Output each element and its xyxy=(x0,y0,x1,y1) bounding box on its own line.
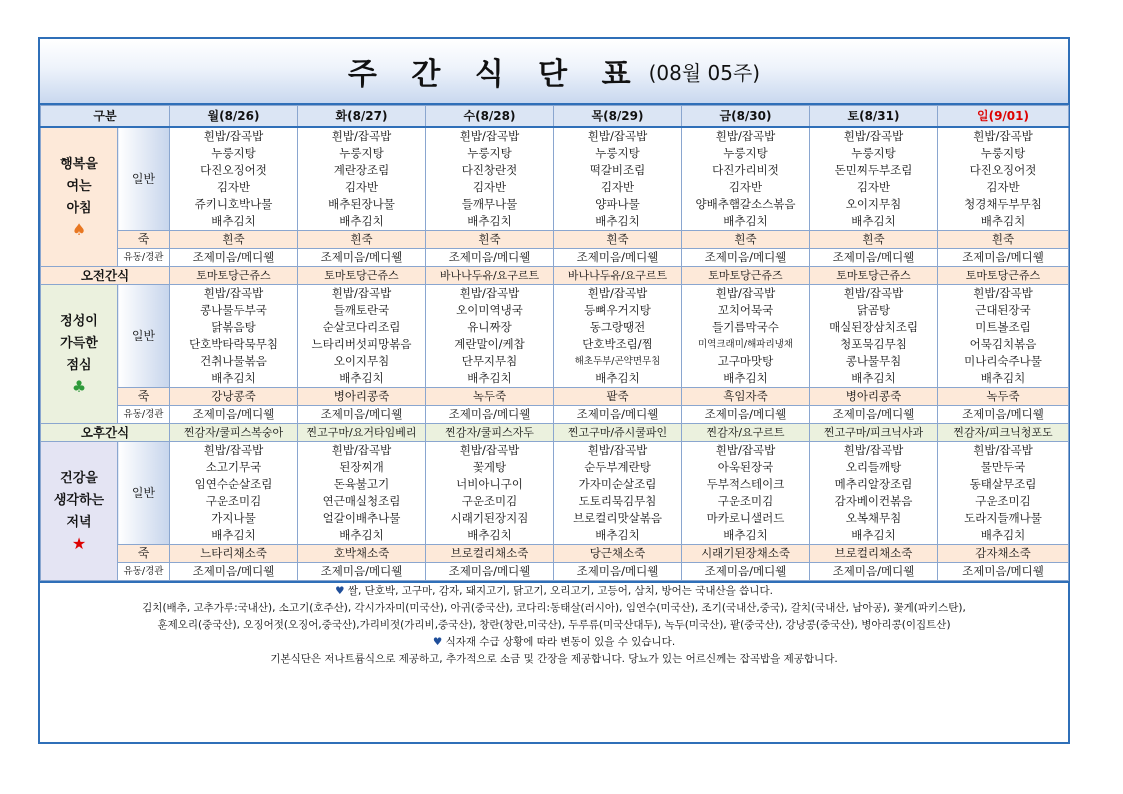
menu-item: 김자반 xyxy=(856,180,891,194)
menu-item: 김자반 xyxy=(600,180,635,194)
menu-item: 배추김치 xyxy=(723,528,768,542)
menu-item: 순살코다리조림 xyxy=(322,320,401,334)
snack-cell: 바나나두유/요구르트 xyxy=(426,267,554,285)
lunch-general-row xyxy=(41,285,1069,388)
yudong-cell: 조제미음/메디웰 xyxy=(938,563,1069,581)
snack-cell: 바나나두유/요구르트 xyxy=(554,267,682,285)
menu-item: 등뼈우거지탕 xyxy=(584,303,651,317)
menu-cell xyxy=(170,442,298,545)
juk-cell: 흰죽 xyxy=(682,231,810,249)
juk-cell: 팥죽 xyxy=(554,388,682,406)
menu-item: 미나리숙주나물 xyxy=(964,354,1042,368)
menu-item: 흰밥/잡곡밥 xyxy=(587,129,648,143)
menu-table xyxy=(40,105,1069,581)
menu-item: 배추김치 xyxy=(980,371,1026,385)
club-icon: ♣ xyxy=(71,377,87,396)
week-label: (08월 05주) xyxy=(648,60,761,85)
menu-item: 마카로니샐러드 xyxy=(706,511,785,525)
menu-cell xyxy=(682,285,810,388)
yudong-label: 유동/경관 xyxy=(118,249,170,267)
menu-item: 콩나물두부국 xyxy=(200,303,267,317)
yudong-cell: 조제미음/메디웰 xyxy=(554,563,682,581)
menu-cell xyxy=(170,285,298,388)
star-icon: ★ xyxy=(71,534,87,553)
menu-cell xyxy=(554,442,682,545)
breakfast-label-line: 아침 xyxy=(66,201,92,216)
menu-item: 흰밥/잡곡밥 xyxy=(331,129,392,143)
day-header: 목(8/29) xyxy=(554,106,682,128)
menu-item: 오이지무침 xyxy=(333,354,390,368)
menu-item: 김자반 xyxy=(472,180,507,194)
menu-item: 닭곰탕 xyxy=(856,303,891,317)
menu-item: 구운조미김 xyxy=(205,494,262,508)
menu-cell xyxy=(938,127,1069,231)
menu-item: 흰밥/잡곡밥 xyxy=(331,443,392,457)
spade-icon: ♠ xyxy=(71,220,87,239)
menu-item: 들기름막국수 xyxy=(712,320,779,334)
menu-item: 배추김치 xyxy=(723,214,768,228)
lunch-label xyxy=(41,285,118,424)
menu-item: 배추김치 xyxy=(211,528,256,542)
yudong-cell: 조제미음/메디웰 xyxy=(810,563,938,581)
menu-item: 도토리묵김무침 xyxy=(578,494,657,508)
menu-item: 배추김치 xyxy=(339,371,384,385)
menu-item: 배추김치 xyxy=(467,528,512,542)
menu-item: 된장찌개 xyxy=(339,460,384,474)
menu-item: 구운조미김 xyxy=(461,494,518,508)
menu-item: 배추김치 xyxy=(339,214,384,228)
lunch-juk-row xyxy=(41,388,1069,406)
yudong-cell: 조제미음/메디웰 xyxy=(682,563,810,581)
menu-item: 매실된장삼치조림 xyxy=(829,320,918,334)
menu-item: 배추김치 xyxy=(595,214,640,228)
day-header: 일(9/01) xyxy=(938,106,1069,128)
menu-item: 흰밥/잡곡밥 xyxy=(843,286,904,300)
menu-item: 들깨토란국 xyxy=(333,303,390,317)
menu-item: 배추된장나물 xyxy=(328,197,395,211)
menu-item: 다진오징어젓 xyxy=(200,163,267,177)
menu-item: 흰밥/잡곡밥 xyxy=(843,129,904,143)
menu-item: 흰밥/잡곡밥 xyxy=(715,129,776,143)
menu-item: 돈육불고기 xyxy=(333,477,390,491)
day-header: 수(8/28) xyxy=(426,106,554,128)
menu-item: 누룽지탕 xyxy=(595,146,640,160)
yudong-cell: 조제미음/메디웰 xyxy=(298,249,426,267)
menu-item: 얼갈이배추나물 xyxy=(322,511,401,525)
yudong-cell: 조제미음/메디웰 xyxy=(938,249,1069,267)
dinner-yudong-row xyxy=(41,563,1069,581)
juk-cell: 녹두죽 xyxy=(938,388,1069,406)
menu-item: 시래기된장지짐 xyxy=(450,511,529,525)
snack-cell: 찐고구마/피크닉사과 xyxy=(810,424,938,442)
footer-notes xyxy=(40,582,1068,668)
menu-item: 돈민찌두부조림 xyxy=(834,163,913,177)
day-header: 화(8/27) xyxy=(298,106,426,128)
menu-item: 흰밥/잡곡밥 xyxy=(843,443,904,457)
menu-cell xyxy=(426,127,554,231)
menu-item: 다진오징어젓 xyxy=(969,163,1037,177)
breakfast-general-row xyxy=(41,127,1069,231)
snack-cell: 찐감자/쿨피스자두 xyxy=(426,424,554,442)
juk-cell: 흑임자죽 xyxy=(682,388,810,406)
menu-item: 누룽지탕 xyxy=(851,146,896,160)
menu-item: 배추김치 xyxy=(851,528,896,542)
menu-item: 김자반 xyxy=(986,180,1020,194)
yudong-cell: 조제미음/메디웰 xyxy=(170,249,298,267)
menu-item: 오이미역냉국 xyxy=(456,303,523,317)
menu-item: 흰밥/잡곡밥 xyxy=(459,129,520,143)
yudong-cell: 조제미음/메디웰 xyxy=(682,406,810,424)
snack-cell: 토마토당근쥬스 xyxy=(170,267,298,285)
juk-cell: 녹두죽 xyxy=(426,388,554,406)
yudong-cell: 조제미음/메디웰 xyxy=(426,406,554,424)
menu-item: 메추리알장조림 xyxy=(834,477,913,491)
breakfast-juk-row xyxy=(41,231,1069,249)
header-row xyxy=(41,106,1069,128)
origin-note-2: 김치(배추, 고추가루:국내산), 소고기(호주산), 각시가자미(미국산), 아귀(중국산), 코다리:동태살(러시아), 임연수(미국산), 조기(국내산,중국), 갈치(국내산, 남아공), 꽃게(파키스탄), xyxy=(142,602,966,614)
breakfast-yudong-row xyxy=(41,249,1069,267)
yudong-cell: 조제미음/메디웰 xyxy=(298,563,426,581)
menu-item: 계란말이/케찹 xyxy=(454,337,525,351)
menu-item: 배추김치 xyxy=(980,528,1026,542)
menu-item: 유니짜장 xyxy=(467,320,512,334)
menu-item: 미트볼조림 xyxy=(975,320,1031,334)
yudong-cell: 조제미음/메디웰 xyxy=(426,249,554,267)
menu-item: 누룽지탕 xyxy=(339,146,384,160)
juk-cell: 흰죽 xyxy=(298,231,426,249)
menu-item: 너비아니구이 xyxy=(456,477,523,491)
menu-cell xyxy=(426,442,554,545)
am_snack-row xyxy=(41,267,1069,285)
menu-item: 아욱된장국 xyxy=(717,460,774,474)
menu-item: 들깨무나물 xyxy=(461,197,518,211)
menu-item: 흰밥/잡곡밥 xyxy=(587,443,648,457)
menu-item: 배추김치 xyxy=(595,528,640,542)
menu-item: 두부적스테이크 xyxy=(706,477,785,491)
juk-cell: 병아리콩죽 xyxy=(810,388,938,406)
menu-item: 근대된장국 xyxy=(975,303,1031,317)
menu-item: 오이지무침 xyxy=(845,197,902,211)
menu-item: 누룽지탕 xyxy=(980,146,1026,160)
juk-cell: 시래기된장채소죽 xyxy=(682,545,810,563)
day-header: 금(8/30) xyxy=(682,106,810,128)
dinner-label-line: 저녁 xyxy=(66,515,92,530)
juk-cell: 흰죽 xyxy=(554,231,682,249)
menu-item: 흰밥/잡곡밥 xyxy=(203,129,264,143)
menu-item: 흰밥/잡곡밥 xyxy=(587,286,648,300)
menu-item: 미역크래미/해파리냉채 xyxy=(698,339,793,350)
menu-item: 배추김치 xyxy=(980,214,1026,228)
menu-cell xyxy=(682,127,810,231)
heart-icon: ♥ xyxy=(335,585,345,597)
menu-item: 콩나물무침 xyxy=(845,354,902,368)
menu-cell xyxy=(426,285,554,388)
menu-item: 청포묵김무침 xyxy=(840,337,907,351)
menu-item: 배추김치 xyxy=(851,371,896,385)
dinner-juk-row xyxy=(41,545,1069,563)
yudong-cell: 조제미음/메디웰 xyxy=(810,249,938,267)
dinner-label xyxy=(41,442,118,581)
menu-item: 배추김치 xyxy=(211,371,256,385)
menu-item: 동태살무조림 xyxy=(969,477,1037,491)
menu-item: 소고기무국 xyxy=(205,460,262,474)
yudong-cell: 조제미음/메디웰 xyxy=(298,406,426,424)
menu-item: 배추김치 xyxy=(467,371,512,385)
menu-item: 다진가리비젓 xyxy=(712,163,779,177)
menu-item: 흰밥/잡곡밥 xyxy=(715,286,776,300)
juk-cell: 호박채소죽 xyxy=(298,545,426,563)
menu-cell xyxy=(938,442,1069,545)
breakfast-label xyxy=(41,127,118,267)
day-header: 월(8/26) xyxy=(170,106,298,128)
menu-item: 흰밥/잡곡밥 xyxy=(973,443,1033,457)
menu-item: 건취나물볶음 xyxy=(200,354,267,368)
snack-cell: 찐감자/쿨피스복숭아 xyxy=(170,424,298,442)
menu-item: 흰밥/잡곡밥 xyxy=(459,286,520,300)
pm_snack-row xyxy=(41,424,1069,442)
dinner-general-row xyxy=(41,442,1069,545)
juk-cell: 강낭콩죽 xyxy=(170,388,298,406)
menu-item: 감자베이컨볶음 xyxy=(834,494,913,508)
menu-item: 닭볶음탕 xyxy=(211,320,256,334)
heart-icon: ♥ xyxy=(432,636,443,648)
lunch-yudong-row xyxy=(41,406,1069,424)
supply-note: 식자재 수급 상황에 따라 변동이 있을 수 있습니다. xyxy=(445,636,676,648)
menu-cell xyxy=(554,127,682,231)
juk-label: 죽 xyxy=(118,545,170,563)
menu-cell xyxy=(298,285,426,388)
juk-cell: 흰죽 xyxy=(810,231,938,249)
menu-item: 배추김치 xyxy=(467,214,512,228)
menu-item: 어묵김치볶음 xyxy=(969,337,1037,351)
menu-item: 청경채두부무침 xyxy=(964,197,1042,211)
menu-item: 오리들깨탕 xyxy=(845,460,902,474)
am_snack-label: 오전간식 xyxy=(41,267,170,285)
pm_snack-label: 오후간식 xyxy=(41,424,170,442)
breakfast-label-line: 여는 xyxy=(66,179,92,194)
juk-cell: 흰죽 xyxy=(426,231,554,249)
menu-item: 고구마맛탕 xyxy=(717,354,774,368)
menu-cell xyxy=(682,442,810,545)
general-label: 일반 xyxy=(118,442,170,545)
weekly-menu-sheet xyxy=(38,37,1070,744)
menu-cell xyxy=(810,442,938,545)
menu-item: 물만두국 xyxy=(980,460,1026,474)
menu-item: 배추김치 xyxy=(339,528,384,542)
yudong-cell: 조제미음/메디웰 xyxy=(170,563,298,581)
menu-item: 김자반 xyxy=(216,180,251,194)
yudong-label: 유동/경관 xyxy=(118,563,170,581)
snack-cell: 찐감자/피크닉청포도 xyxy=(938,424,1069,442)
menu-cell xyxy=(938,285,1069,388)
snack-cell: 찐고구마/요거타임베리 xyxy=(298,424,426,442)
snack-cell: 토마토당근쥬스 xyxy=(810,267,938,285)
yudong-cell: 조제미음/메디웰 xyxy=(810,406,938,424)
title-bar xyxy=(40,39,1068,105)
menu-item: 꼬치어묵국 xyxy=(717,303,774,317)
menu-cell xyxy=(170,127,298,231)
juk-cell: 브로컬리채소죽 xyxy=(810,545,938,563)
menu-item: 구운조미김 xyxy=(717,494,774,508)
day-header: 토(8/31) xyxy=(810,106,938,128)
menu-item: 느타리버섯피망볶음 xyxy=(311,337,412,351)
menu-item: 누룽지탕 xyxy=(467,146,512,160)
juk-cell: 흰죽 xyxy=(170,231,298,249)
diet-note: 기본식단은 저나트륨식으로 제공하고, 추가적으로 소금 및 간장을 제공합니다. 당뇨가 있는 어르신께는 잡곡밥을 제공합니다. xyxy=(270,653,838,665)
menu-item: 흰밥/잡곡밥 xyxy=(973,129,1033,143)
dinner-label-line: 생각하는 xyxy=(53,493,105,508)
menu-cell xyxy=(810,127,938,231)
menu-item: 배추김치 xyxy=(851,214,896,228)
menu-item: 단호박타락묵무침 xyxy=(189,337,278,351)
menu-item: 배추김치 xyxy=(211,214,256,228)
footer-table xyxy=(40,581,1068,668)
menu-item: 연근매실청조림 xyxy=(322,494,401,508)
menu-item: 해초두부/곤약면무침 xyxy=(574,356,661,367)
origin-note-3: 훈제오리(중국산), 오징어젓(오징어,중국산),가리비젓(가리비,중국산), 창란(창란,미국산), 두루류(미국산대두), 녹두(미국산), 팥(중국산), 강낭콩(중국산), 병아리콩(이집트산) xyxy=(157,619,951,631)
yudong-cell: 조제미음/메디웰 xyxy=(170,406,298,424)
menu-item: 흰밥/잡곡밥 xyxy=(973,286,1033,300)
menu-item: 누룽지탕 xyxy=(211,146,256,160)
juk-label: 죽 xyxy=(118,231,170,249)
juk-label: 죽 xyxy=(118,388,170,406)
yudong-label: 유동/경관 xyxy=(118,406,170,424)
menu-cell xyxy=(298,442,426,545)
general-label: 일반 xyxy=(118,285,170,388)
menu-item: 꽃게탕 xyxy=(472,460,507,474)
menu-item: 다진창란젓 xyxy=(461,163,518,177)
juk-cell: 흰죽 xyxy=(938,231,1069,249)
snack-cell: 토마토당근쥬스 xyxy=(938,267,1069,285)
category-header: 구분 xyxy=(41,106,170,128)
yudong-cell: 조제미음/메디웰 xyxy=(426,563,554,581)
menu-cell xyxy=(810,285,938,388)
snack-cell: 찐고구마/쥬시쿨파인 xyxy=(554,424,682,442)
menu-item: 김자반 xyxy=(728,180,763,194)
menu-cell xyxy=(554,285,682,388)
snack-cell: 토마토당근쥬스 xyxy=(298,267,426,285)
menu-item: 흰밥/잡곡밥 xyxy=(203,286,264,300)
juk-cell: 느타리채소죽 xyxy=(170,545,298,563)
snack-cell: 토마토당근쥬즈 xyxy=(682,267,810,285)
menu-item: 동그랑땡전 xyxy=(589,320,646,334)
menu-item: 양파나물 xyxy=(595,197,640,211)
yudong-cell: 조제미음/메디웰 xyxy=(554,249,682,267)
menu-item: 단무지무침 xyxy=(461,354,518,368)
menu-item: 누룽지탕 xyxy=(723,146,768,160)
menu-item: 구운조미김 xyxy=(975,494,1031,508)
snack-cell: 찐감자/요구르트 xyxy=(682,424,810,442)
menu-item: 배추김치 xyxy=(723,371,768,385)
menu-item: 임연수순살조림 xyxy=(194,477,273,491)
lunch-label-line: 정성이 xyxy=(60,314,98,329)
juk-cell: 감자채소죽 xyxy=(938,545,1069,563)
menu-item: 흰밥/잡곡밥 xyxy=(331,286,392,300)
general-label: 일반 xyxy=(118,127,170,231)
menu-item: 흰밥/잡곡밥 xyxy=(715,443,776,457)
lunch-label-line: 가득한 xyxy=(60,336,98,351)
origin-note-1: 쌀, 단호박, 고구마, 감자, 돼지고기, 닭고기, 오리고기, 고등어, 삼치, 방어는 국내산을 씁니다. xyxy=(347,585,773,597)
menu-item: 가지나물 xyxy=(211,511,256,525)
menu-item: 순두부계란탕 xyxy=(584,460,651,474)
menu-item: 쥬키니호박나물 xyxy=(194,197,273,211)
page-title: 주 간 식 단 표 xyxy=(347,57,643,92)
menu-item: 배추김치 xyxy=(595,371,640,385)
menu-item: 도라지들깨나물 xyxy=(964,511,1042,525)
juk-cell: 당근채소죽 xyxy=(554,545,682,563)
yudong-cell: 조제미음/메디웰 xyxy=(682,249,810,267)
menu-item: 브로컬리맛살볶음 xyxy=(573,511,662,525)
menu-item: 계란장조림 xyxy=(333,163,390,177)
menu-item: 가자미순살조림 xyxy=(578,477,657,491)
menu-item: 김자반 xyxy=(344,180,379,194)
dinner-label-line: 건강을 xyxy=(60,471,98,486)
menu-item: 단호박조림/찜 xyxy=(582,337,653,351)
juk-cell: 병아리콩죽 xyxy=(298,388,426,406)
menu-item: 흰밥/잡곡밥 xyxy=(459,443,520,457)
menu-item: 오복채무침 xyxy=(845,511,902,525)
menu-item: 흰밥/잡곡밥 xyxy=(203,443,264,457)
breakfast-label-line: 행복을 xyxy=(60,157,98,172)
juk-cell: 브로컬리채소죽 xyxy=(426,545,554,563)
lunch-label-line: 점심 xyxy=(66,358,92,373)
menu-item: 떡갈비조림 xyxy=(589,163,646,177)
menu-item: 양배추햄갈소스볶음 xyxy=(695,197,796,211)
menu-cell xyxy=(298,127,426,231)
yudong-cell: 조제미음/메디웰 xyxy=(938,406,1069,424)
yudong-cell: 조제미음/메디웰 xyxy=(554,406,682,424)
